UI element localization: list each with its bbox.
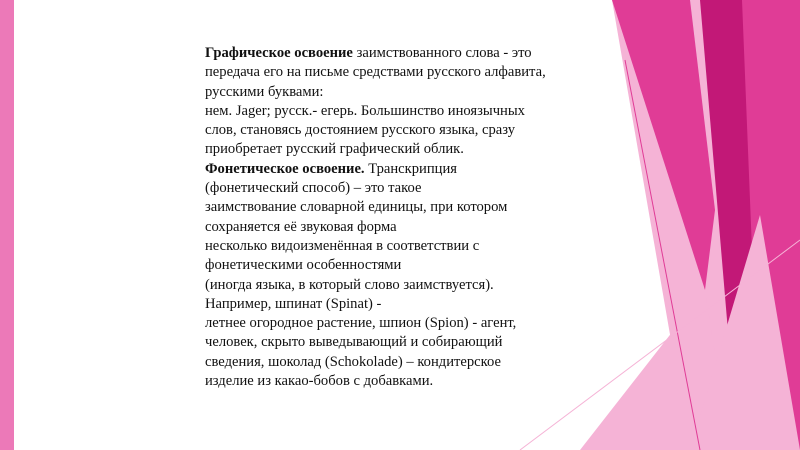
line-text: фонетическими особенностями <box>205 257 402 274</box>
line-text: (иногда языка, в который слово заимствуется). <box>205 276 494 293</box>
text-line <box>205 372 605 391</box>
line-text: несколько видоизменённая в соответствии с <box>205 237 480 254</box>
text-line <box>205 276 605 295</box>
bold-term: Графическое освоение <box>205 45 353 61</box>
line-text: русскими буквами: <box>205 83 324 100</box>
bold-term: Фонетическое освоение. <box>205 160 365 177</box>
line-text: слов, становясь достоянием русского языка, сразу <box>205 122 516 139</box>
text-line <box>205 295 605 314</box>
text-line <box>205 314 605 333</box>
line-text: сохраняется её звуковая форма <box>205 218 397 235</box>
line-text: (фонетический способ) – это такое <box>205 180 422 197</box>
text-line <box>205 83 605 102</box>
text-line <box>205 140 605 159</box>
text-line <box>205 44 605 63</box>
text-line <box>205 102 605 121</box>
slide-text <box>205 44 605 391</box>
text-line <box>205 256 605 275</box>
line-text: сведения, шоколад (Schokolade) – кондитерское <box>205 353 501 370</box>
line-text: летнее огородное растение, шпион (Spion) - агент, <box>205 315 517 332</box>
left-accent-bar <box>0 0 14 450</box>
text-line <box>205 179 605 198</box>
text-line <box>205 121 605 140</box>
line-text: заимствование словарной единицы, при котором <box>205 199 508 216</box>
text-line <box>205 218 605 237</box>
text-line <box>205 63 605 82</box>
text-line <box>205 333 605 352</box>
line-text: нем. Jager; русск.- егерь. Большинство иноязычных <box>205 102 525 119</box>
text-line <box>205 353 605 372</box>
line-text: заимствованного слова - это <box>352 45 532 61</box>
text-line <box>205 160 605 179</box>
line-text: Например, шпинат (Spinat) - <box>205 295 382 312</box>
line-text: Транскрипция <box>364 160 457 177</box>
line-text: изделие из какао-бобов с добавками. <box>205 373 434 390</box>
text-line <box>205 198 605 217</box>
line-text: передача его на письме средствами русского алфавита, <box>205 64 546 81</box>
line-text: человек, скрыто выведывающий и собирающий <box>205 334 503 351</box>
text-line <box>205 237 605 256</box>
line-text: приобретает русский графический облик. <box>205 141 464 158</box>
